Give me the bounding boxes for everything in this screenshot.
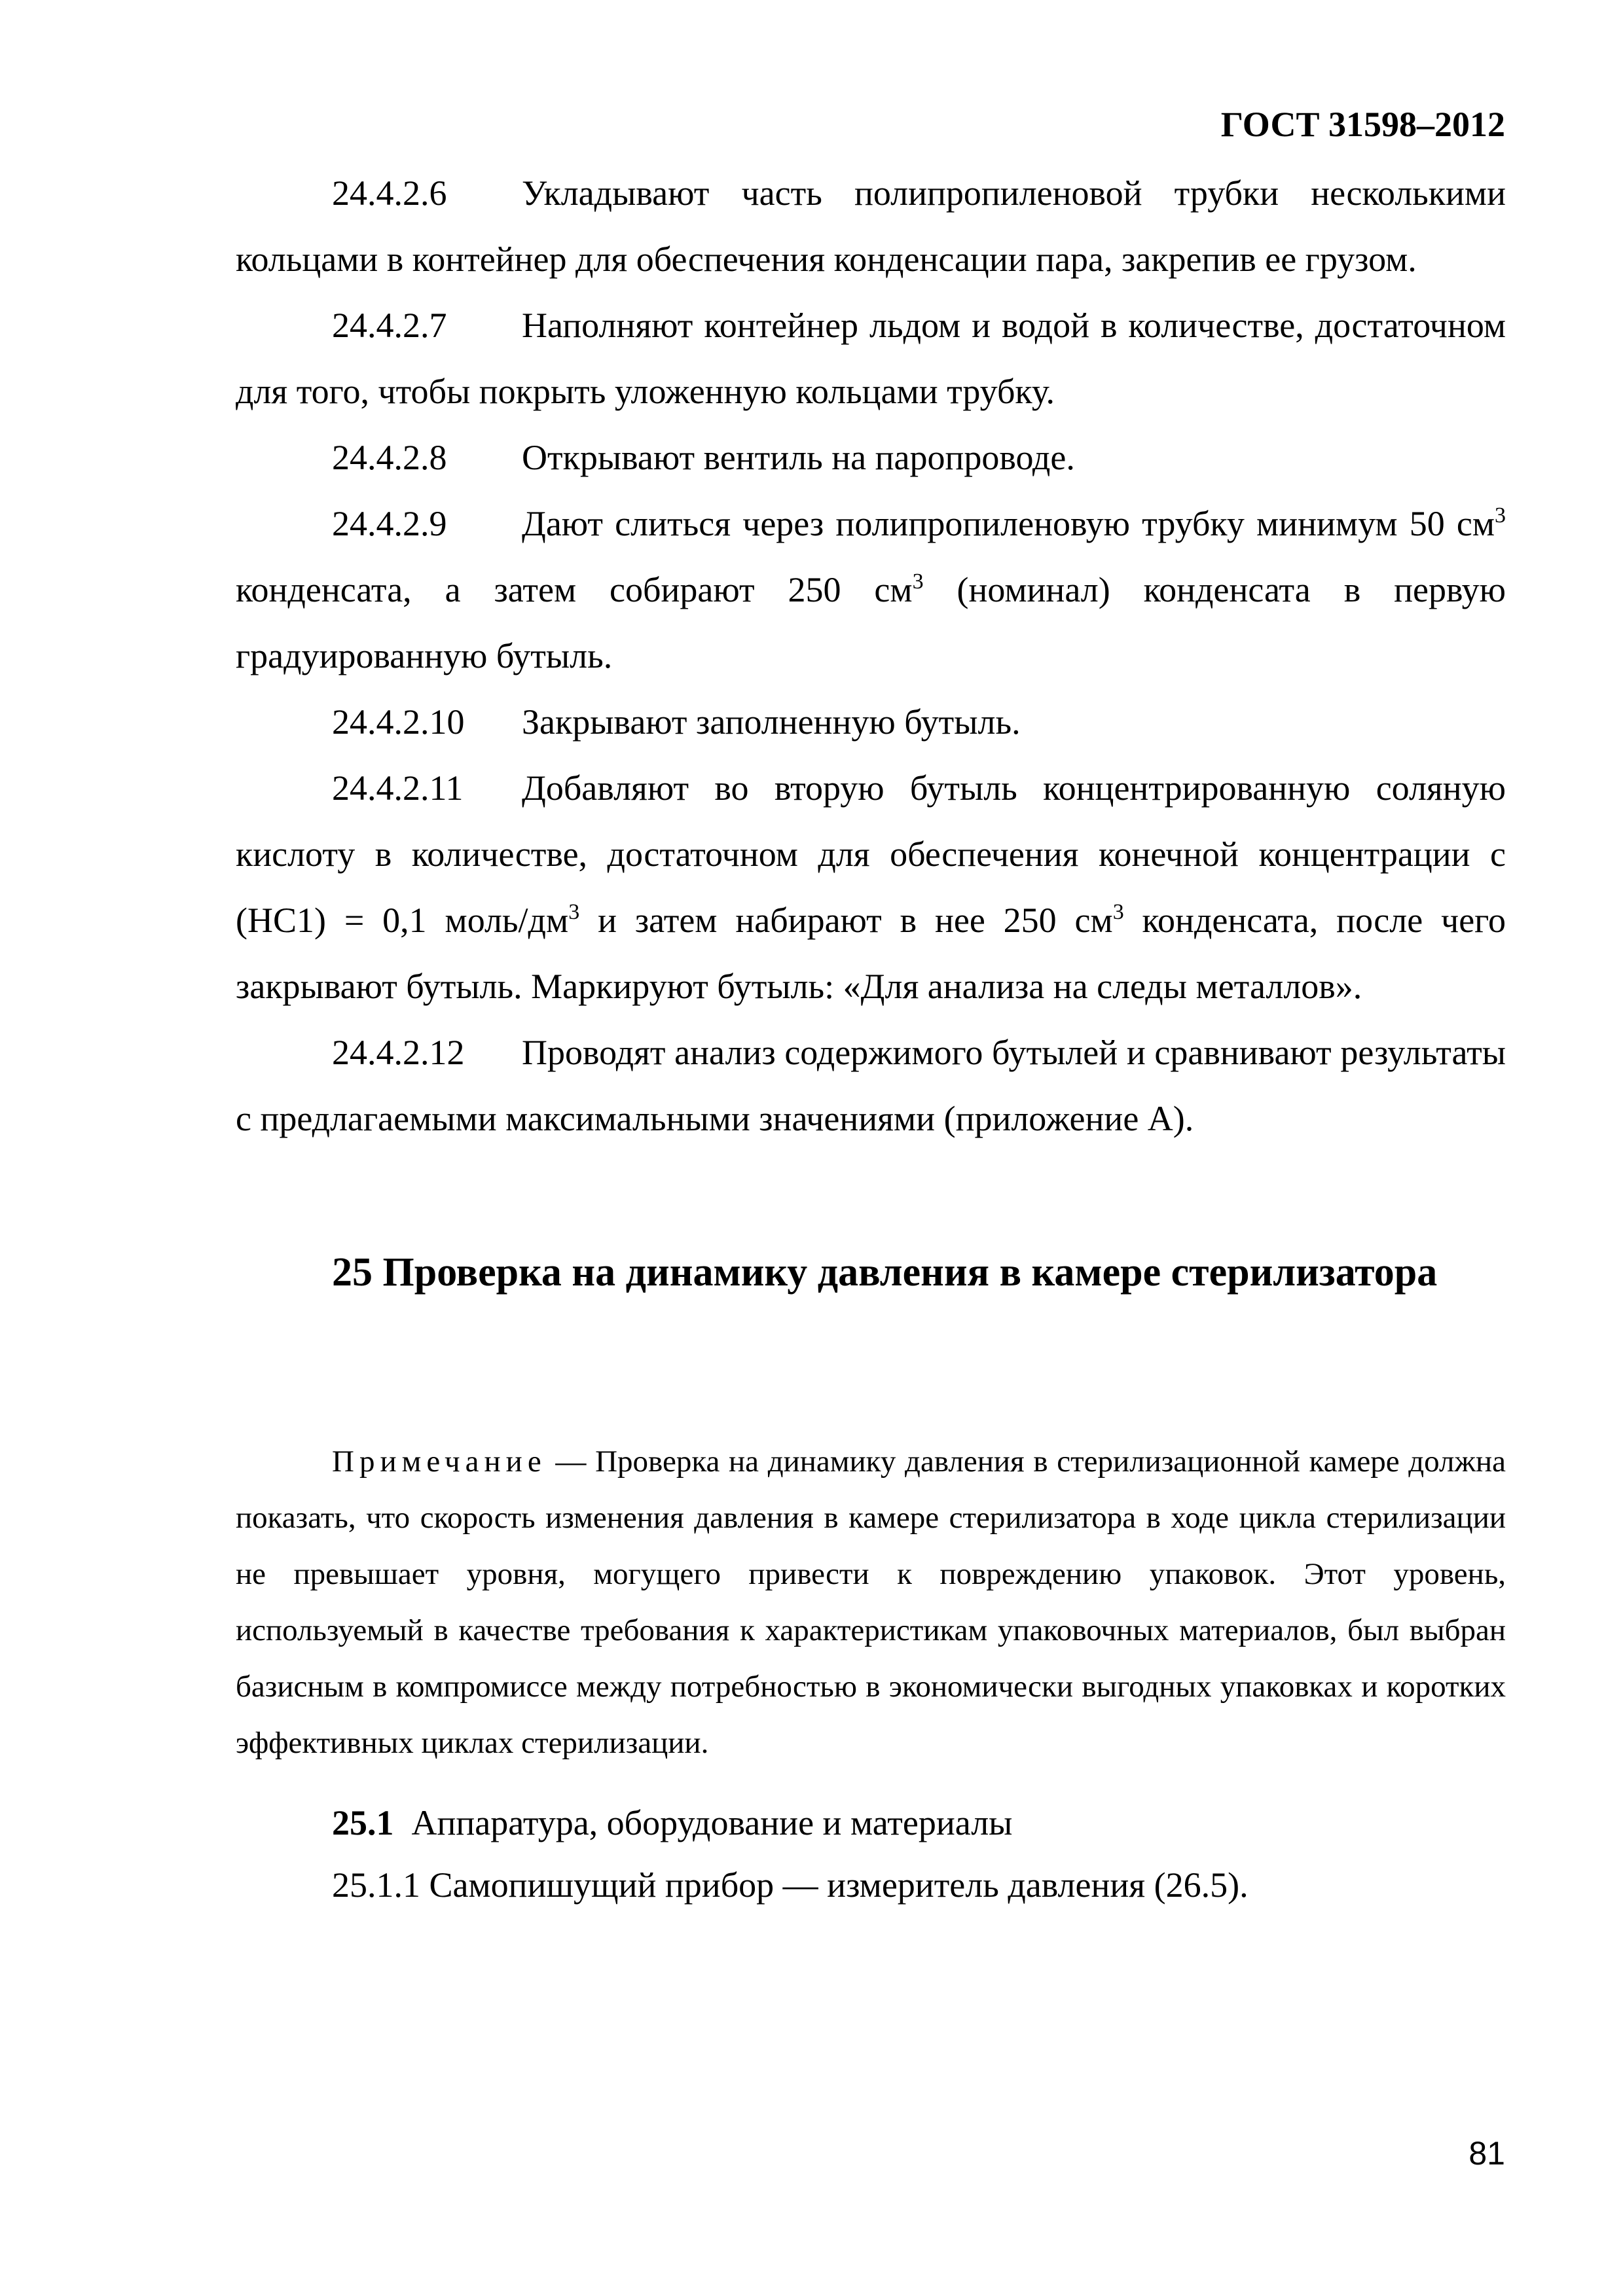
clause-text: Открывают вентиль на паропроводе. (522, 438, 1075, 477)
clause-24-4-2-6 (236, 160, 1506, 293)
document-code: ГОСТ 31598–2012 (1220, 105, 1505, 144)
clause-number: 24.4.2.11 (332, 768, 464, 808)
clause-list (236, 160, 1506, 1152)
page-number: 81 (1468, 2135, 1505, 2172)
clause-24-4-2-9 (236, 491, 1506, 689)
subsection-number: 25.1 (332, 1803, 394, 1842)
clause-number: 24.4.2.8 (332, 438, 447, 477)
note-text: — Проверка на динамику давления в стерилизационной камере должна показать, что скорость изменения давления в камере стерилизатора в ходе цикла стерилизации не превышает уровня, могущего привести к повреждению упаковок. Этот уровень, используемый в качестве требования к характеристикам упаковочных материалов, был выбран базисным в компромиссе между потребностью в экономически выгодных упаковках и коротких эффективных циклах стерилизации. (236, 1444, 1506, 1760)
superscript: 3 (1112, 900, 1124, 924)
clause-text: Укладывают часть полипропиленовой трубки несколькими кольцами в контейнер для обеспечения конденсации пара, закрепив ее грузом. (236, 173, 1506, 279)
clause-text: и затем набирают в нее 250 см (579, 901, 1113, 940)
item-25-1-1: 25.1.1 Самопишущий прибор — измеритель давления (26.5). (332, 1865, 1249, 1905)
clause-text: конденсата, после чего закрывают бутыль. Маркируют бутыль: «Для анализа на следы металлов». (236, 901, 1506, 1006)
clause-text: (номинал) конденсата в первую градуированную бутыль. (236, 570, 1506, 675)
superscript: 3 (912, 569, 924, 594)
clause-number: 24.4.2.9 (332, 504, 447, 543)
subsection-title: Аппаратура, оборудование и материалы (411, 1803, 1013, 1842)
clause-number: 24.4.2.12 (332, 1033, 465, 1072)
clause-number: 24.4.2.10 (332, 702, 465, 742)
note-label: Примечание (332, 1444, 547, 1479)
clause-text: конденсата, а затем собирают 250 см (236, 570, 913, 609)
clause-text: Дают слиться через полипропиленовую трубку минимум 50 см (522, 504, 1495, 543)
clause-24-4-2-7 (236, 293, 1506, 425)
clause-24-4-2-8 (236, 425, 1506, 491)
superscript: 3 (568, 900, 580, 924)
note-block (236, 1433, 1506, 1771)
section-heading: 25 Проверка на динамику давления в камере стерилизатора (332, 1250, 1438, 1295)
clause-text: Проводят анализ содержимого бутылей и сравнивают результаты с предлагаемыми максимальными значениями (приложение А). (236, 1033, 1506, 1138)
clause-text: Закрывают заполненную бутыль. (522, 702, 1021, 742)
clause-number: 24.4.2.7 (332, 306, 447, 345)
clause-text: Добавляют во вторую бутыль концентрированную соляную кислоту в количестве, достаточном для обеспечения конечной концентрации с (НС1) = 0,1 моль/дм (236, 768, 1506, 940)
superscript: 3 (1495, 503, 1506, 528)
clause-24-4-2-12 (236, 1020, 1506, 1152)
clause-text: Наполняют контейнер льдом и водой в количестве, достаточном для того, чтобы покрыть уложенную кольцами трубку. (236, 306, 1506, 411)
clause-24-4-2-10 (236, 689, 1506, 755)
clause-number: 24.4.2.6 (332, 173, 447, 213)
subsection-heading (332, 1790, 1012, 1856)
clause-24-4-2-11 (236, 755, 1506, 1020)
